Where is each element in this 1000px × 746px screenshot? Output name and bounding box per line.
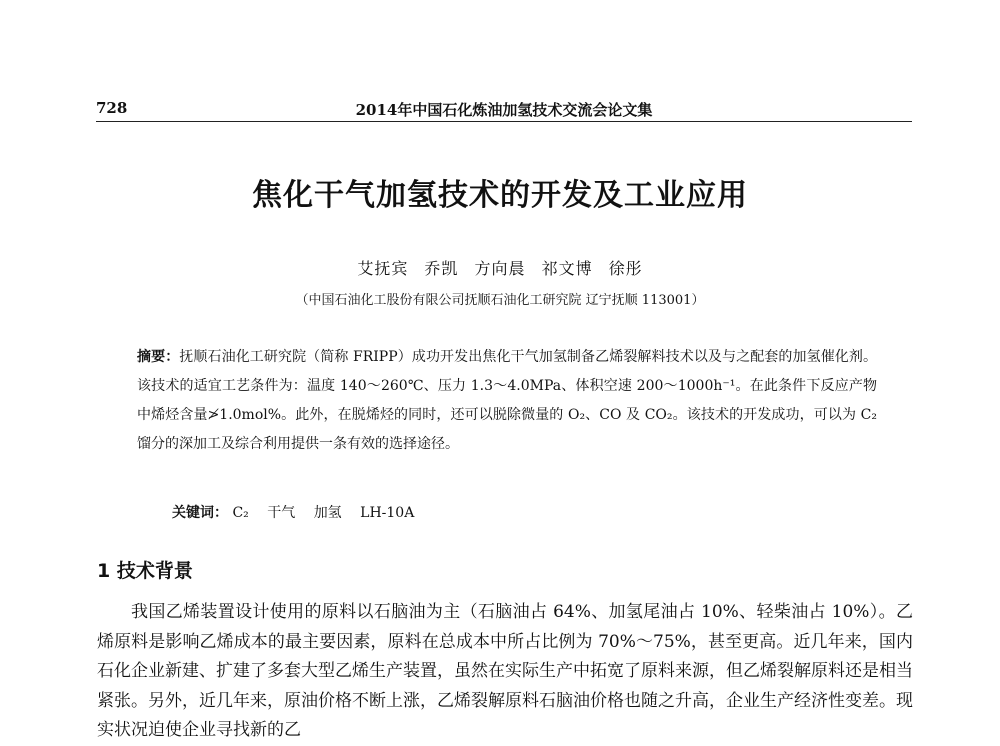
journal-title: 2014年中国石化炼油加氢技术交流会论文集 — [355, 101, 653, 119]
paper-title: 焦化干气加氢技术的开发及工业应用 — [252, 178, 748, 213]
running-header — [96, 95, 912, 122]
abstract-label: 摘要： — [137, 349, 180, 365]
section-heading: 1 技术背景 — [97, 560, 193, 582]
keyword: 加氢 — [313, 505, 342, 521]
abstract — [137, 343, 877, 459]
body-paragraph: 我国乙烯装置设计使用的原料以石脑油为主（石脑油占 64%、加氢尾油占 10%、轻柴油占 10%）。乙烯原料是影响乙烯成本的最主要因素，原料在总成本中所占比例为 70%～75%，甚至更高。近几年来，国内石化企业新建、扩建了多套大型乙烯生产装置，虽然在实际生产中拓宽了原料来源，但乙烯裂解原料还是相当紧张。另外，近几年来，原油价格不断上涨，乙烯裂解原料石脑油价格也随之升高，企业生产经济性变差。现实状况迫使企业寻找新的乙 — [97, 602, 913, 740]
authors: 艾抚宾 乔凯 方向晨 祁文博 徐彤 — [357, 259, 643, 278]
keyword: 干气 — [267, 505, 296, 521]
page-number: 728 — [96, 99, 128, 117]
affiliation: （中国石油化工股份有限公司抚顺石油化工研究院 辽宁抚顺 113001） — [295, 293, 705, 308]
keyword: C₂ — [232, 505, 249, 521]
keyword: LH-10A — [360, 505, 415, 521]
keywords-label: 关键词： — [172, 505, 228, 521]
abstract-text: 抚顺石油化工研究院（简称 FRIPP）成功开发出焦化干气加氢制备乙烯裂解料技术以及与之配套的加氢催化剂。该技术的适宜工艺条件为：温度 140～260℃、压力 1.3～4.0MPa、体积空速 200～1000h⁻¹。在此条件下反应产物中烯烃含量≯1.0mol%。此外，在脱烯烃的同时，还可以脱除微量的 O₂、CO 及 CO₂。该技术的开发成功，可以为 C₂ 馏分的深加工及综合利用提供一条有效的选择途径。 — [137, 349, 877, 452]
keywords — [172, 502, 428, 522]
